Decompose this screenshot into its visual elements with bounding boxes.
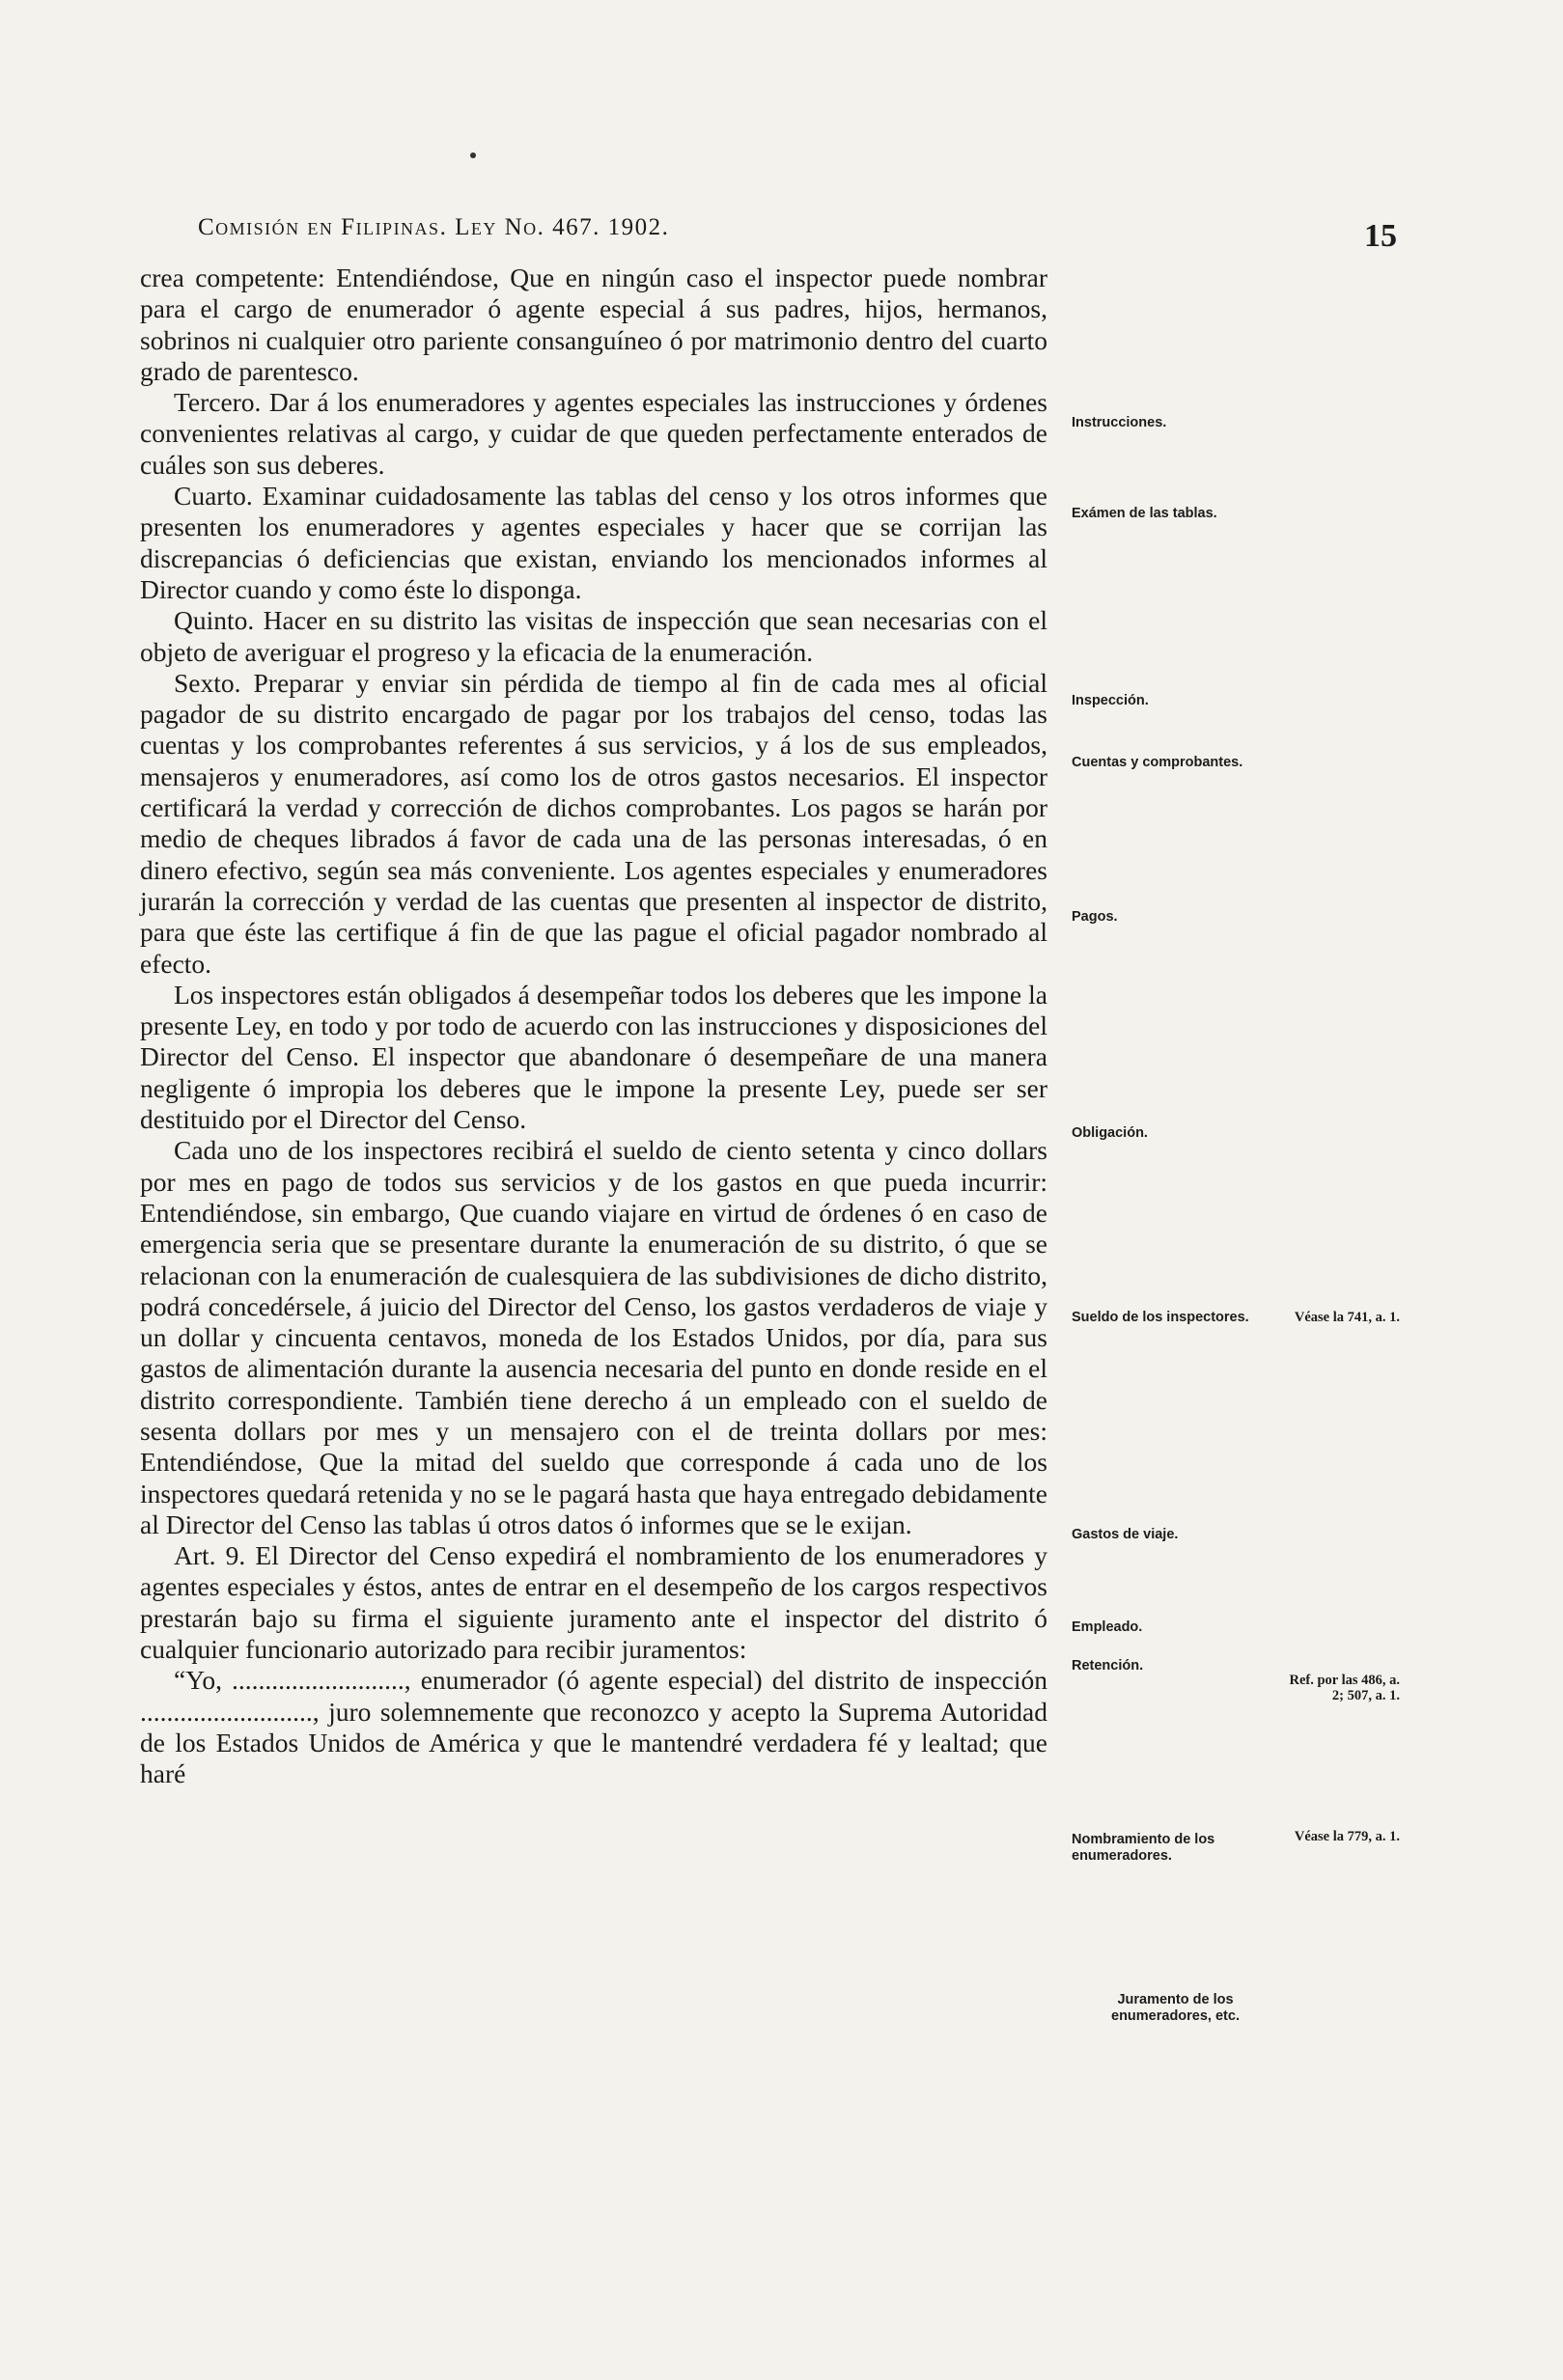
body-text — [140, 263, 1047, 1790]
margin-note: Gastos de viaje. — [1072, 1527, 1179, 1542]
cross-reference: Véase la 779, a. 1. — [1294, 1829, 1400, 1844]
ink-speck — [470, 152, 476, 158]
page-number: 15 — [1364, 218, 1397, 254]
cross-reference: Véase la 741, a. 1. — [1294, 1310, 1400, 1325]
margin-note: Pagos. — [1072, 909, 1118, 925]
margin-note: Inspección. — [1072, 693, 1149, 708]
paragraph: Tercero. Dar á los enumeradores y agentes especiales las instrucciones y órdenes convenientes relativas al cargo, y cuidar de que queden perfectamente enterados de cuáles son sus deberes. — [140, 387, 1047, 480]
oath-paragraph: “Yo, .........................., enumerador (ó agente especial) del distrito de inspección .........................., juro solemnemente que reconozco y acepto la Suprema Autoridad de los Estados Unidos de América y que le mantendré verdadera fé y lealtad; que haré — [140, 1665, 1047, 1789]
margin-note: Cuentas y comprobantes. — [1072, 755, 1243, 770]
paragraph: crea competente: Entendiéndose, Que en ningún caso el inspector puede nombrar para el cargo de enumerador ó agente especial á sus padres, hijos, hermanos, sobrinos ni cualquier otro pariente consanguíneo ó por matrimonio dentro del cuarto grado de parentesco. — [140, 263, 1047, 386]
cross-reference: Ref. por las 486, a. 2; 507, a. 1. — [1289, 1673, 1400, 1703]
margin-note: Retención. — [1072, 1658, 1144, 1674]
margin-note: Empleado. — [1072, 1619, 1143, 1635]
paragraph: Quinto. Hacer en su distrito las visitas de inspección que sean necesarias con el objeto de averiguar el progreso y la eficacia de la enumeración. — [140, 605, 1047, 667]
paragraph: Cuarto. Examinar cuidadosamente las tablas del censo y los otros informes que presenten los enumeradores y agentes especiales y hacer que se corrijan las discrepancias ó deficiencias que existan, enviando los mencionados informes al Director cuando y como éste lo disponga. — [140, 481, 1047, 604]
article-paragraph: Art. 9. El Director del Censo expedirá el nombramiento de los enumeradores y agentes especiales y éstos, antes de entrar en el desempeño de los cargos respectivos prestarán bajo su firma el siguiente juramento ante el inspector del distrito ó cualquier funcionario autorizado para recibir juramentos: — [140, 1540, 1047, 1665]
running-header: Comisión en Filipinas. Ley No. 467. 1902. — [198, 214, 670, 240]
margin-note: Obligación. — [1072, 1125, 1148, 1141]
margin-note: Nombramiento de los enumeradores. — [1072, 1832, 1215, 1864]
margin-note: Exámen de las tablas. — [1072, 506, 1217, 521]
paragraph: Los inspectores están obligados á desempeñar todos los deberes que les impone la presente Ley, en todo y por todo de acuerdo con las instrucciones y disposiciones del Director del Censo. El inspector que abandonare ó desempeñare de una manera negligente ó impropia los deberes que le impone la presente Ley, puede ser ser destituido por el Director del Censo. — [140, 979, 1047, 1135]
paragraph: Sexto. Preparar y enviar sin pérdida de tiempo al fin de cada mes al oficial pagador de su distrito encargado de pagar por los trabajos del censo, todas las cuentas y los comprobantes referentes á sus servicios, y á los de sus empleados, mensajeros y enumeradores, así como los de otros gastos necesarios. El inspector certificará la verdad y corrección de dichos comprobantes. Los pagos se harán por medio de cheques librados á favor de cada una de las personas interesadas, ó en dinero efectivo, según sea más conveniente. Los agentes especiales y enumeradores jurarán la corrección y verdad de las cuentas que presenten al inspector de distrito, para que éste las certifique á fin de que las pague el oficial pagador nombrado al efecto. — [140, 667, 1047, 979]
margin-note: Sueldo de los inspectores. — [1072, 1310, 1249, 1325]
margin-note: Juramento de los enumeradores, etc. — [1111, 1992, 1240, 2024]
margin-note: Instrucciones. — [1072, 415, 1167, 430]
paragraph: Cada uno de los inspectores recibirá el sueldo de ciento setenta y cinco dollars por mes en pago de todos sus servicios y de los gastos en que pueda incurrir: Entendiéndose, sin embargo, Que cuando viajare en virtud de órdenes ó en caso de emergencia seria que se presentare durante la enumeración de su distrito, ó que se relacionan con la enumeración de cualesquiera de las subdivisiones de dicho distrito, podrá concedérsele, á juicio del Director del Censo, los gastos verdaderos de viaje y un dollar y cincuenta centavos, moneda de los Estados Unidos, por día, para sus gastos de alimentación durante la ausencia necesaria del punto en donde reside en el distrito correspondiente. También tiene derecho á un empleado con el sueldo de sesenta dollars por mes y un mensajero con el de treinta dollars por mes: Entendiéndose, Que la mitad del sueldo que corresponde á cada uno de los inspectores quedará retenida y no se le pagará hasta que haya entregado debidamente al Director del Censo las tablas ú otros datos ó informes que se le exijan. — [140, 1135, 1047, 1539]
